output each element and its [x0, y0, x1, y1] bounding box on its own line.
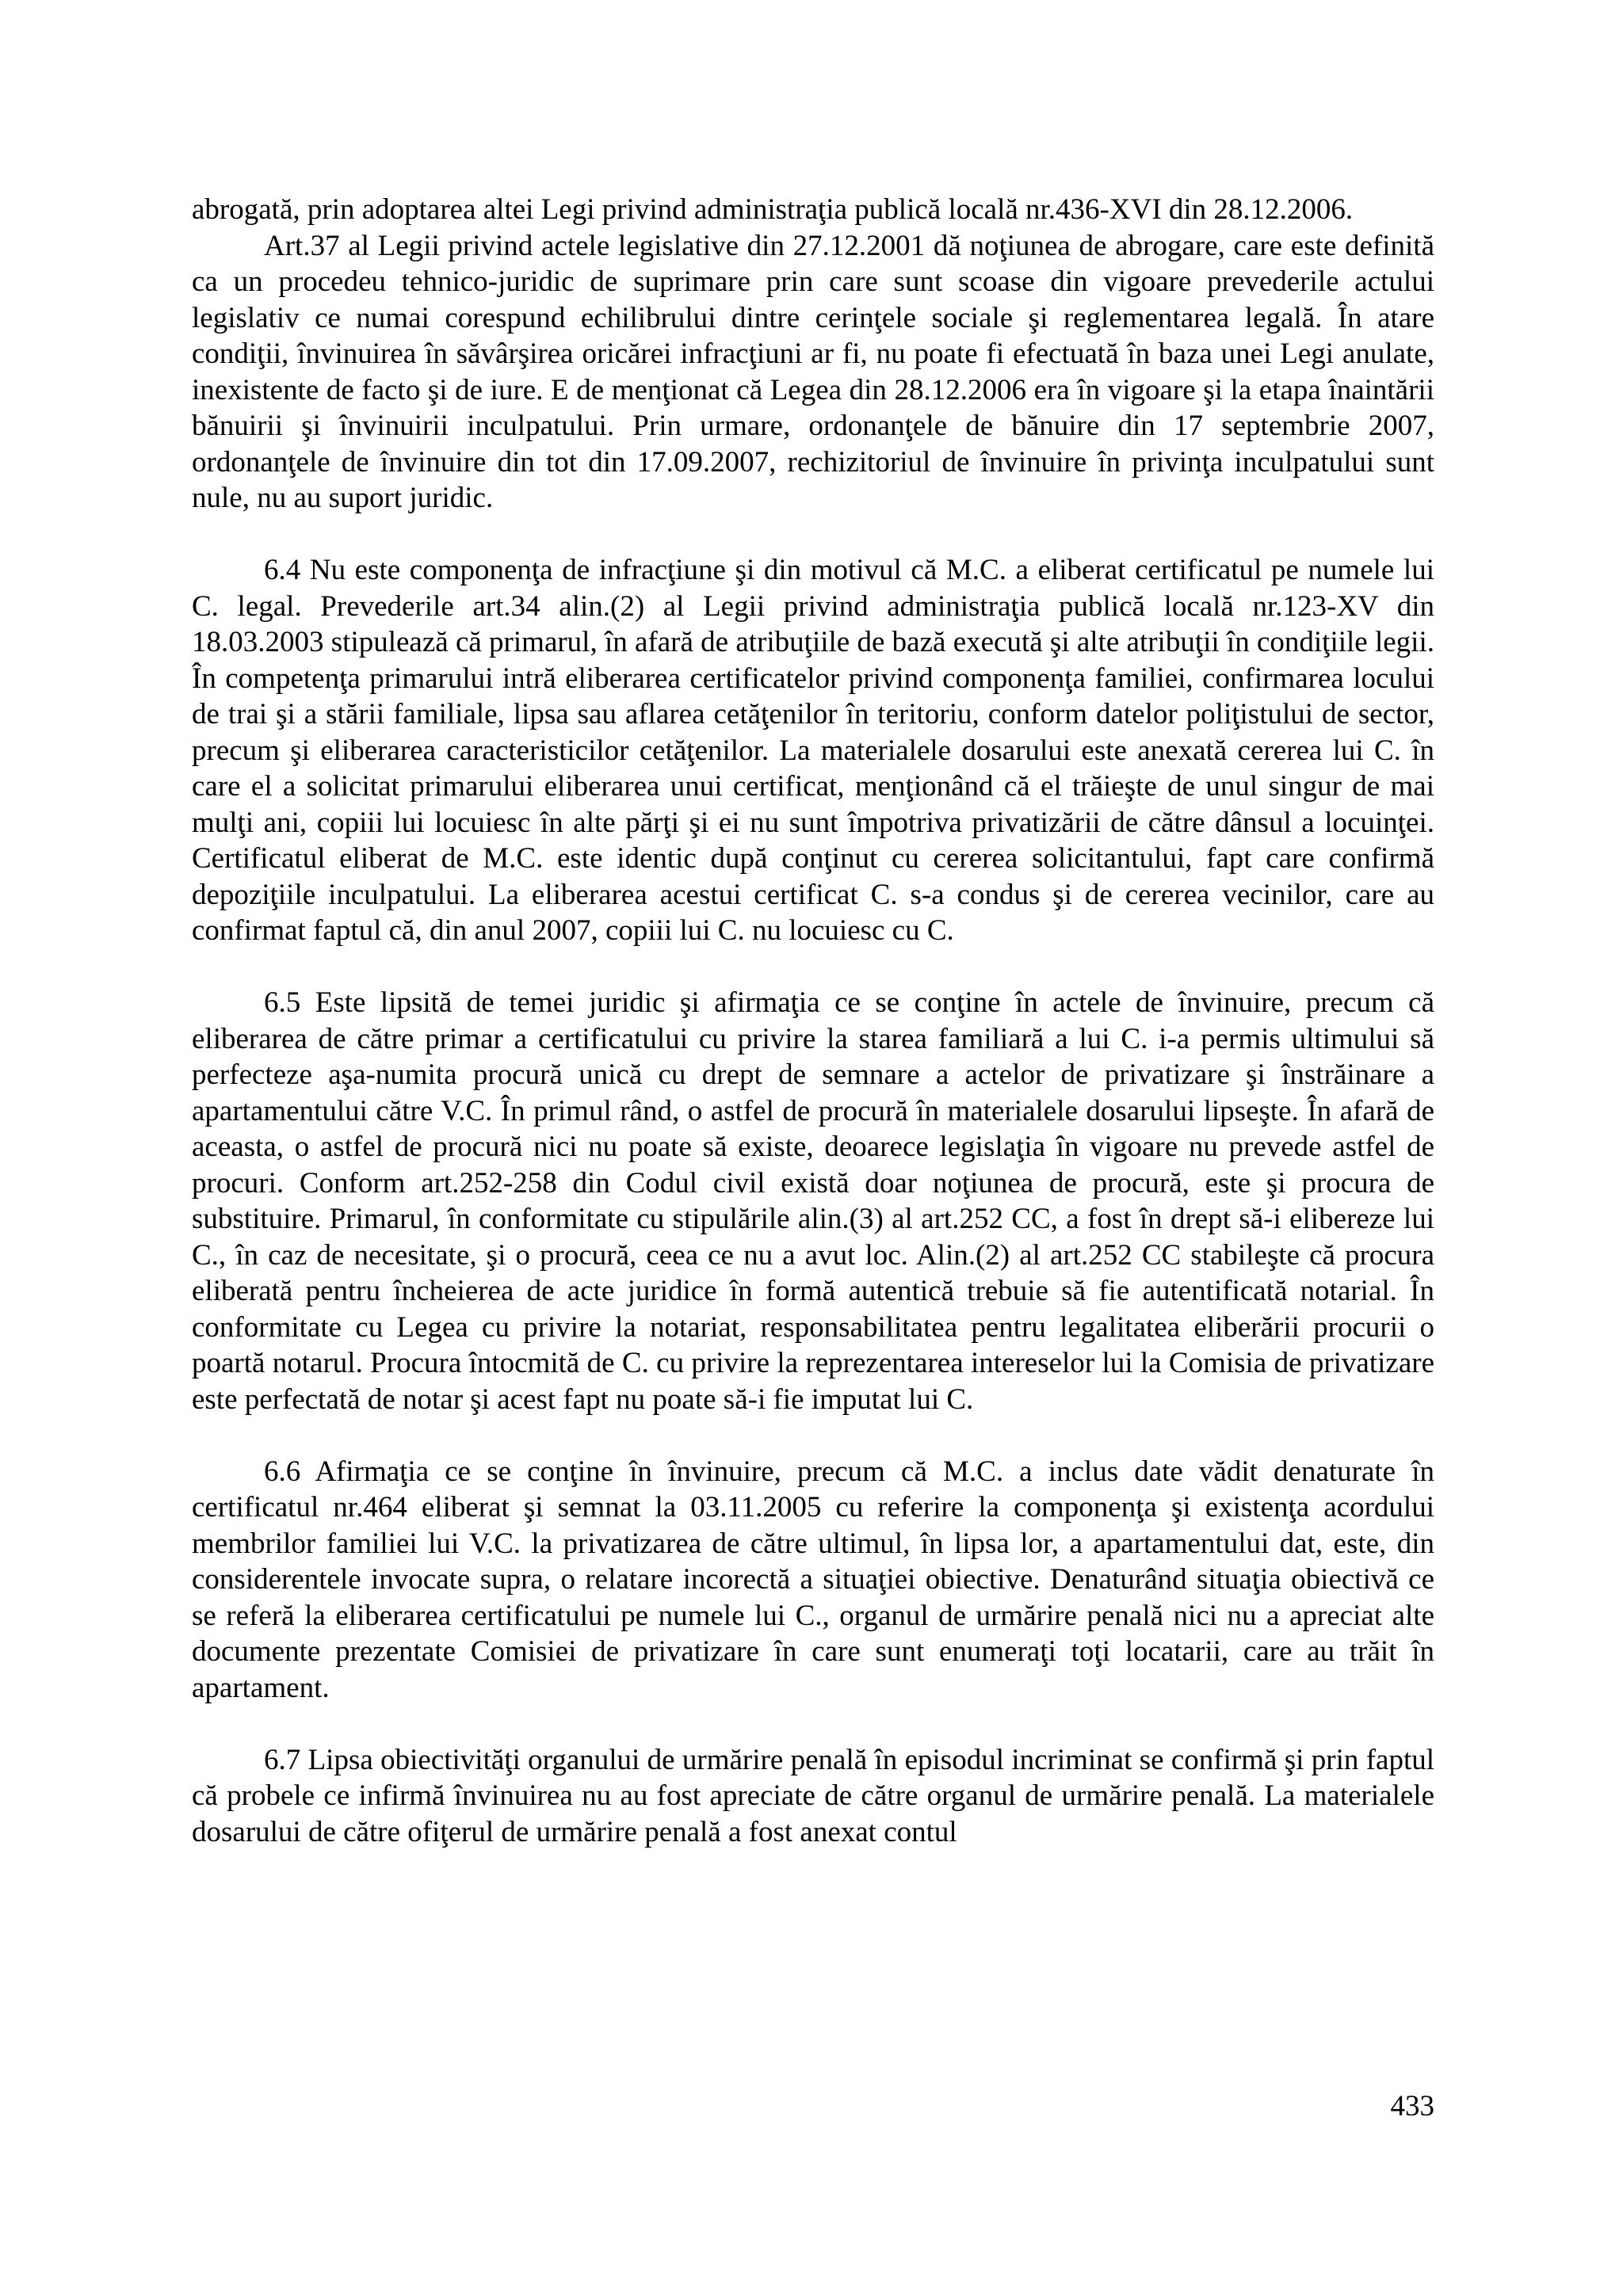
paragraph-continued: abrogată, prin adoptarea altei Legi privind administraţia publică locală nr.436-XVI din 28.12.2006.: [192, 193, 1354, 226]
page-number: 433: [1390, 2090, 1434, 2122]
paragraph-6-4: 6.4 Nu este componenţa de infracţiune şi din motivul că M.C. a eliberat certificatul pe numele lui C. legal. Prevederile art.34 alin.(2) al Legii privind administraţia publică locală nr.123-XV din 18.03.2003 stipulează că primarul, în afară de atribuţiile de bază execută şi alte atribuţii în condiţiile legii. În competenţa primarului intră eliberarea certificatelor privind componenţa familiei, confirmarea locului de trai şi a stării familiale, lipsa sau aflarea cetăţenilor în teritoriu, conform datelor poliţistului de sector, precum şi eliberarea caracteristicilor cetăţenilor. La materialele dosarului este anexată cererea lui C. în care el a solicitat primarului eliberarea unui certificat, menţionând că el trăieşte de unul singur de mai mulţi ani, copiii lui locuiesc în alte părţi şi ei nu sunt împotriva privatizării de către dânsul a locuinţei. Certificatul eliberat de M.C. este identic după conţinut cu cererea solicitantului, fapt care confirmă depoziţiile inculpatului. La eliberarea acestui certificat C. s-a condus şi de cererea vecinilor, care au confirmat faptul că, din anul 2007, copiii lui C. nu locuiesc cu C.: [192, 554, 1434, 947]
document-page: [192, 192, 1434, 1850]
paragraph-6-6: 6.6 Afirmaţia ce se conţine în învinuire, precum că M.C. a inclus date vădit denaturate în certificatul nr.464 eliberat şi semnat la 03.11.2005 cu referire la componenţa şi existenţa acordului membrilor familiei lui V.C. la privatizarea de către ultimul, în lipsa lor, a apartamentului dat, este, din considerentele invocate supra, o relatare incorectă a situaţiei obiective. Denaturând situaţia obiectivă ce se referă la eliberarea certificatului pe numele lui C., organul de urmărire penală nici nu a apreciat alte documente prezentate Comisiei de privatizare în care sunt enumeraţi toţi locatarii, care au trăit în apartament.: [192, 1455, 1434, 1704]
paragraph-art37: Art.37 al Legii privind actele legislative din 27.12.2001 dă noţiunea de abrogare, care este definită ca un procedeu tehnico-juridic de suprimare prin care sunt scoase din vigoare prevederile actului legislativ ce numai corespund echilibrului dintre cerinţele sociale şi reglementarea legală. În atare condiţii, învinuirea în săvârşirea oricărei infracţiuni ar fi, nu poate fi efectuată în baza unei Legi anulate, inexistente de facto şi de iure. E de menţionat că Legea din 28.12.2006 era în vigoare şi la etapa înaintării bănuirii şi învinuirii inculpatului. Prin urmare, ordonanţele de bănuire din 17 septembrie 2007, ordonanţele de învinuire din tot din 17.09.2007, rechizitoriul de învinuire în privinţa inculpatului sunt nule, nu au suport juridic.: [192, 229, 1434, 514]
paragraph-6-7: 6.7 Lipsa obiectivităţi organului de urmărire penală în episodul incriminat se confirmă şi prin faptul că probele ce infirmă învinuirea nu au fost apreciate de către organul de urmărire penală. La materialele dosarului de către ofiţerul de urmărire penală a fost anexat contul: [192, 1743, 1434, 1848]
paragraph-6-5: 6.5 Este lipsită de temei juridic şi afirmaţia ce se conţine în actele de învinuire, precum că eliberarea de către primar a certificatului cu privire la starea familiară a lui C. i-a permis ultimului să perfecteze aşa-numita procură unică cu drept de semnare a actelor de privatizare şi înstrăinare a apartamentului către V.C. În primul rând, o astfel de procură în materialele dosarului lipseşte. În afară de aceasta, o astfel de procură nici nu poate să existe, deoarece legislaţia în vigoare nu prevede astfel de procuri. Conform art.252-258 din Codul civil există doar noţiunea de procură, este şi procura de substituire. Primarul, în conformitate cu stipulările alin.(3) al art.252 CC, a fost în drept să-i elibereze lui C., în caz de necesitate, şi o procură, ceea ce nu a avut loc. Alin.(2) al art.252 CC stabileşte că procura eliberată pentru încheierea de acte juridice în formă autentică trebuie să fie autentificată notarial. În conformitate cu Legea cu privire la notariat, responsabilitatea pentru legalitatea eliberării procurii o poartă notarul. Procura întocmită de C. cu privire la reprezentarea intereselor lui la Comisia de privatizare este perfectată de notar şi acest fapt nu poate să-i fie imputat lui C.: [192, 986, 1434, 1416]
